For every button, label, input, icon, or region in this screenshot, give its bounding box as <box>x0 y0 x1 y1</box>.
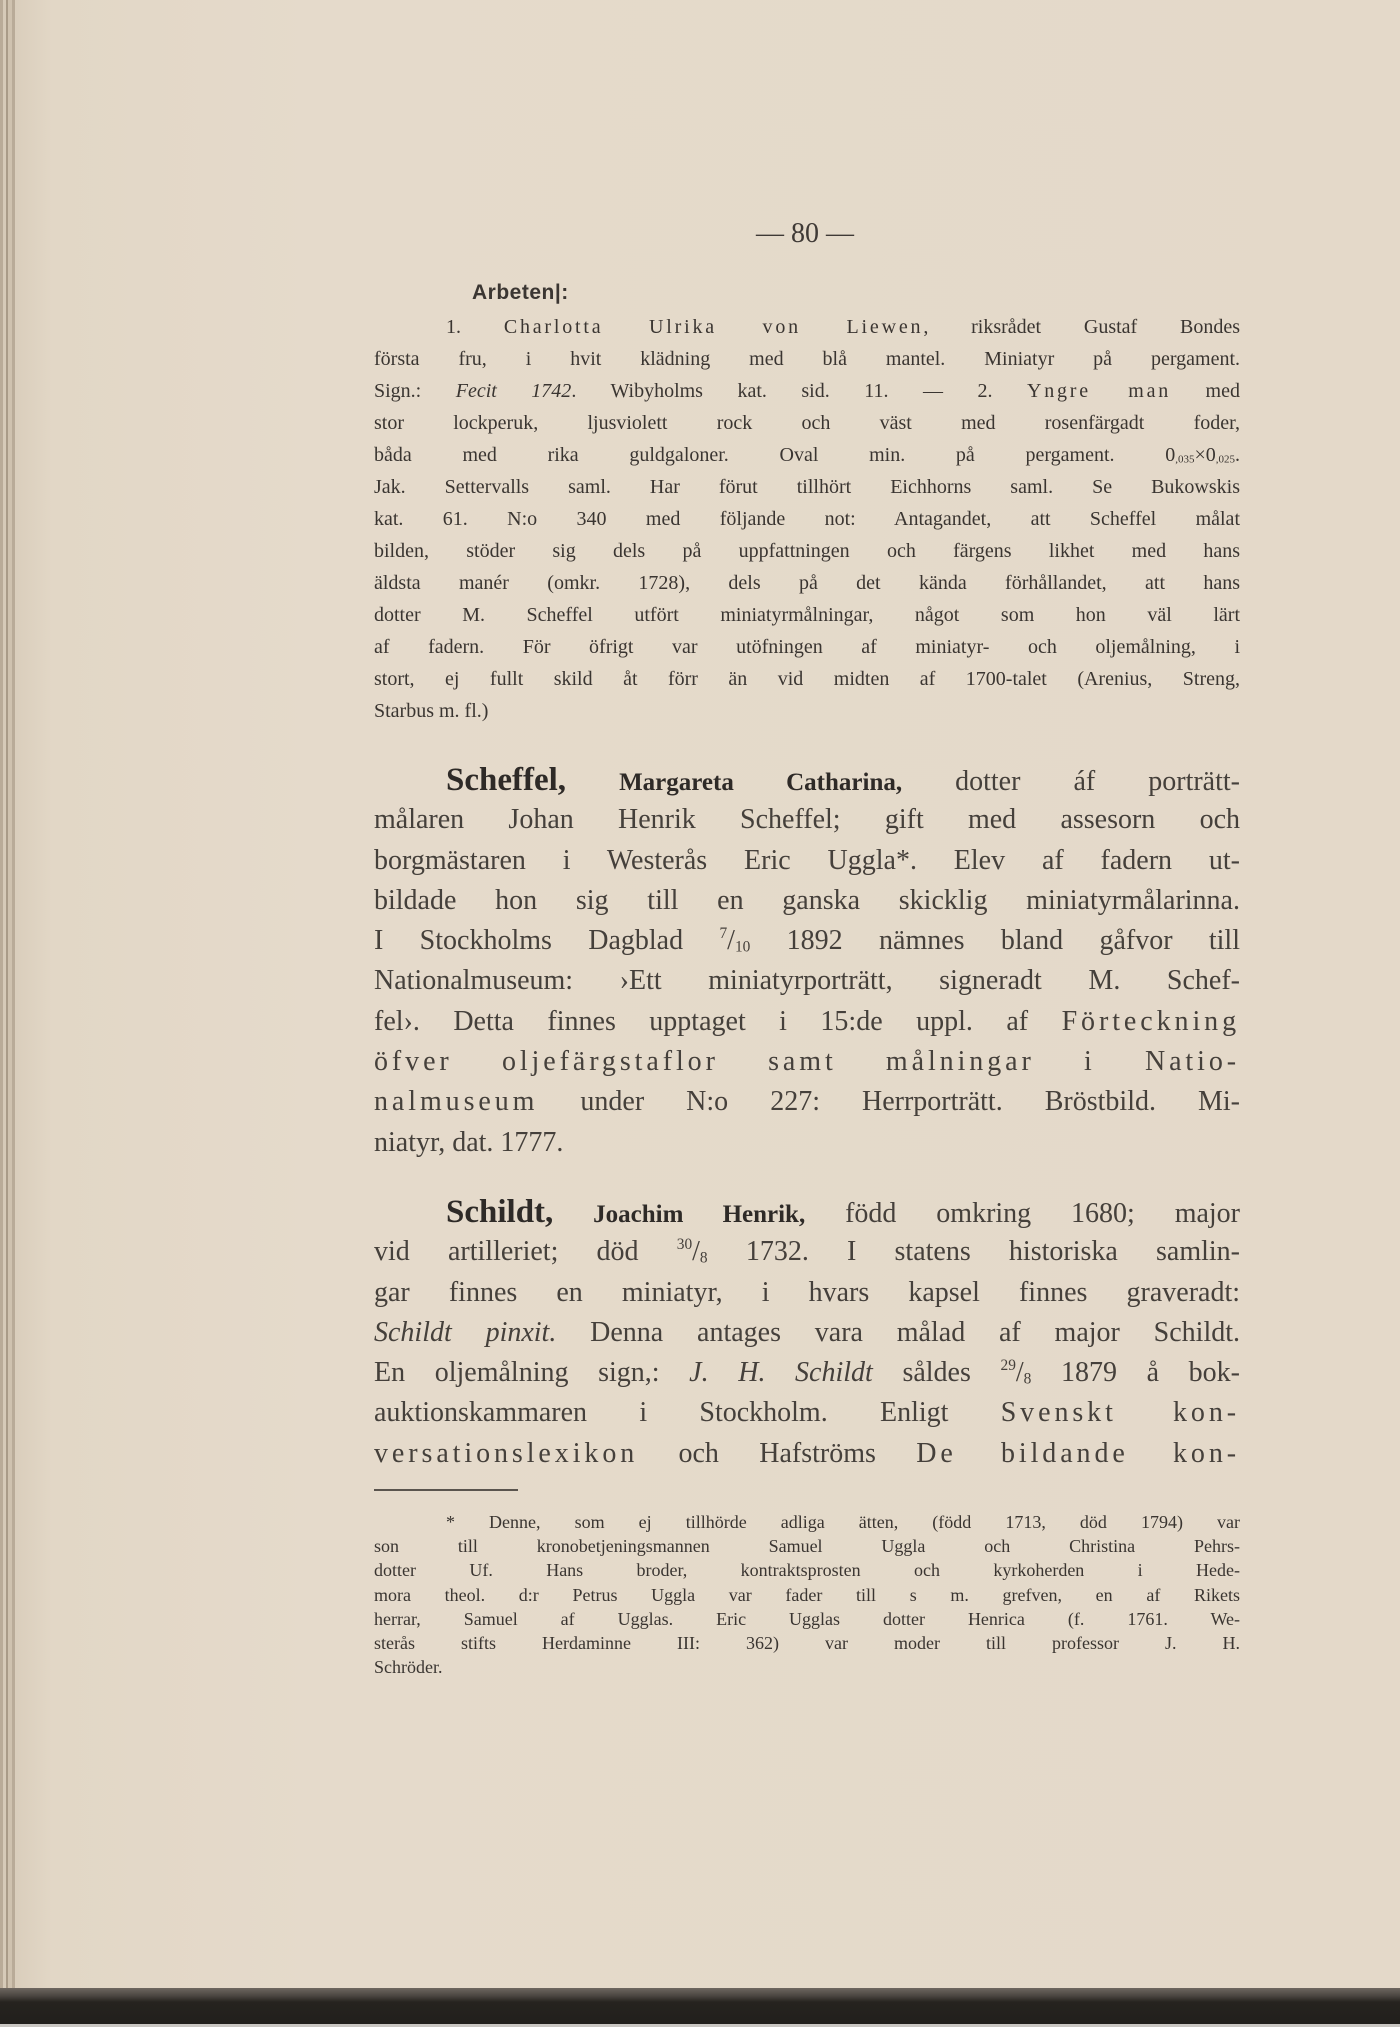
spaced-text: De bildande kon- <box>916 1437 1240 1469</box>
subscript: ,025 <box>1215 453 1235 466</box>
text-line <box>374 1655 1240 1679</box>
text-line <box>374 921 1240 961</box>
text-run: mora theol. d:r Petrus Uggla var fader till s m. grefven, en af Rikets <box>374 1584 1240 1605</box>
superscript: 30 <box>676 1236 693 1254</box>
text-line <box>374 1232 1240 1272</box>
text-run: dotter M. Scheffel utfört miniatyrmålningar, något som hon väl lärt <box>374 604 1240 626</box>
arbeten-paragraph <box>374 311 1240 727</box>
text-run: Jak. Settervalls saml. Har förut tillhört Eichhorns saml. Se Bukowskis <box>374 476 1240 498</box>
text-line <box>374 1510 1240 1534</box>
text-line <box>374 631 1240 663</box>
text-run: under N:o 227: Herrporträtt. Bröstbild. Mi- <box>538 1086 1240 1118</box>
text-run <box>566 766 619 797</box>
text-line <box>374 1082 1240 1122</box>
superscript: 29 <box>1000 1357 1016 1375</box>
footnote <box>374 1510 1240 1679</box>
page-number: — 80 — <box>756 218 854 249</box>
text-run: dotter áf porträtt- <box>902 766 1240 797</box>
text-run: första fru, i hvit klädning med blå mantel. Miniatyr på pergament. <box>374 348 1240 370</box>
text-run: såldes <box>872 1357 1001 1389</box>
text-run: , riksrådet Gustaf Bondes <box>923 316 1240 338</box>
subscript: 8 <box>699 1249 708 1267</box>
subscript: ,035 <box>1175 453 1195 466</box>
text-run: gar finnes en miniatyr, i hvars kapsel finnes graveradt: <box>374 1276 1240 1308</box>
text-run: / <box>727 925 735 957</box>
text-run: En oljemålning sign,: <box>374 1357 690 1389</box>
italic-text: J. H. Schildt <box>689 1357 873 1389</box>
text-run: Schröder. <box>374 1657 443 1678</box>
text-run: äldsta manér (omkr. 1728), dels på det kända förhållandet, att hans <box>374 572 1240 594</box>
italic-text: Fecit 1742 <box>455 380 572 402</box>
text-line <box>374 1607 1240 1631</box>
section-heading-arbeten: Arbeten|: <box>472 281 569 304</box>
spaced-text: Förteckning <box>1061 1005 1240 1037</box>
text-run: vid artilleriet; död <box>374 1236 677 1268</box>
text-line <box>374 1631 1240 1655</box>
text-line <box>374 1002 1240 1042</box>
text-run: fel›. Detta finnes upptaget i 15:de uppl. af <box>374 1005 1062 1037</box>
text-line <box>374 567 1240 599</box>
text-line <box>374 439 1240 471</box>
text-run: Starbus m. fl.) <box>374 700 489 722</box>
text-line <box>374 599 1240 631</box>
text-run: 1879 å bok- <box>1031 1357 1240 1389</box>
text-line <box>374 471 1240 503</box>
entry-given-names: Margareta Catharina, <box>619 769 903 796</box>
text-line <box>374 407 1240 439</box>
text-run: . Wibyholms kat. sid. 11. — 2. <box>571 380 1027 402</box>
text-line <box>374 1192 1240 1232</box>
text-line <box>374 375 1240 407</box>
entry-scheffel <box>374 760 1240 1163</box>
text-run: herrar, Samuel af Ugglas. Eric Ugglas dotter Henrica (f. 1761. We- <box>374 1608 1240 1629</box>
text-run: . <box>1235 444 1240 466</box>
spaced-text: Svenskt kon- <box>1000 1397 1240 1429</box>
text-line <box>374 1353 1240 1393</box>
text-line <box>374 1393 1240 1433</box>
text-run: stor lockperuk, ljusviolett rock och väst med rosenfärgadt foder, <box>374 412 1240 434</box>
text-line <box>374 800 1240 840</box>
text-line <box>374 1313 1240 1353</box>
text-line <box>374 1434 1240 1474</box>
text-run: bilden, stöder sig dels på uppfattningen och färgens likhet med hans <box>374 540 1240 562</box>
text-line <box>374 961 1240 1001</box>
spaced-text: Yngre man <box>1026 380 1172 402</box>
text-line <box>374 503 1240 535</box>
subscript: 8 <box>1023 1370 1032 1388</box>
text-run: 1. <box>446 316 504 338</box>
italic-text: Schildt pinxit. <box>374 1316 557 1348</box>
text-run: Nationalmuseum: ›Ett miniatyrporträtt, signeradt M. Schef- <box>374 965 1240 997</box>
superscript: 7 <box>719 925 728 943</box>
text-run: bildade hon sig till en ganska skicklig miniatyrmålarinna. <box>374 884 1240 916</box>
entry-schildt <box>374 1192 1240 1474</box>
text-run: målaren Johan Henrik Scheffel; gift med assesorn och <box>374 804 1240 836</box>
text-run: stort, ej fullt skild åt förr än vid midten af 1700-talet (Arenius, Streng, <box>374 668 1240 690</box>
text-run: dotter Uf. Hans broder, kontraktsprosten och kyrkoherden i Hede- <box>374 1560 1240 1581</box>
text-run: niatyr, dat. 1777. <box>374 1126 564 1158</box>
text-line <box>374 760 1240 800</box>
text-run <box>553 1198 593 1229</box>
text-run: af fadern. För öfrigt var utöfningen af miniatyr- och oljemålning, i <box>374 636 1240 658</box>
text-run: 1732. I statens historiska samlin- <box>707 1236 1240 1268</box>
text-run: auktionskammaren i Stockholm. Enligt <box>374 1397 1001 1429</box>
text-run: född omkring 1680; major <box>805 1198 1240 1229</box>
text-run: son till kronobetjeningsmannen Samuel Uggla och Christina Pehrs- <box>374 1536 1240 1557</box>
entry-given-names: Joachim Henrik, <box>593 1201 806 1228</box>
text-run: med <box>1171 380 1240 402</box>
text-run: I Stockholms Dagblad <box>374 925 720 957</box>
text-run: * Denne, som ej tillhörde adliga ätten, (född 1713, död 1794) var <box>446 1512 1240 1532</box>
spaced-text: Charlotta Ulrika von Liewen <box>503 316 924 338</box>
text-line <box>374 841 1240 881</box>
text-line <box>374 881 1240 921</box>
text-run: 1892 nämnes bland gåfvor till <box>750 925 1240 957</box>
text-line <box>374 535 1240 567</box>
page-stack-edge <box>8 0 12 1988</box>
text-line <box>374 1042 1240 1082</box>
text-run: ×0 <box>1194 444 1216 466</box>
text-run: sterås stifts Herdaminne III: 362) var moder till professor J. H. <box>374 1632 1240 1653</box>
entry-surname: Schildt, <box>446 1194 554 1230</box>
text-line <box>374 311 1240 343</box>
text-run: Sign.: <box>374 380 456 402</box>
footnote-rule <box>374 1489 518 1491</box>
text-line <box>374 663 1240 695</box>
text-run: båda med rika guldgaloner. Oval min. på pergament. 0 <box>374 444 1176 466</box>
text-run: kat. 61. N:o 340 med följande not: Antagandet, att Scheffel målat <box>374 508 1240 530</box>
text-run: / <box>1015 1357 1024 1389</box>
text-run: borgmästaren i Westerås Eric Uggla*. Elev af fadern ut- <box>374 844 1240 876</box>
scan-bottom-shadow <box>0 1988 1400 2024</box>
text-run: och Hafströms <box>638 1437 917 1469</box>
subscript: 10 <box>734 938 751 956</box>
text-line <box>374 1583 1240 1607</box>
spaced-text: nalmuseum <box>374 1086 539 1118</box>
spaced-text: versationslexikon <box>374 1437 639 1469</box>
text-line <box>374 1123 1240 1163</box>
text-line <box>374 1273 1240 1313</box>
text-line <box>374 1534 1240 1558</box>
spaced-text: öfver oljefärgstaflor samt målningar i Natio- <box>374 1046 1240 1078</box>
page-stack-edge <box>12 0 15 1988</box>
text-line <box>374 1558 1240 1582</box>
text-run: / <box>692 1236 700 1268</box>
text-line <box>374 343 1240 375</box>
entry-surname: Scheffel, <box>446 762 567 798</box>
text-run: Denna antages vara målad af major Schildt. <box>556 1316 1240 1348</box>
text-line <box>374 695 1240 727</box>
